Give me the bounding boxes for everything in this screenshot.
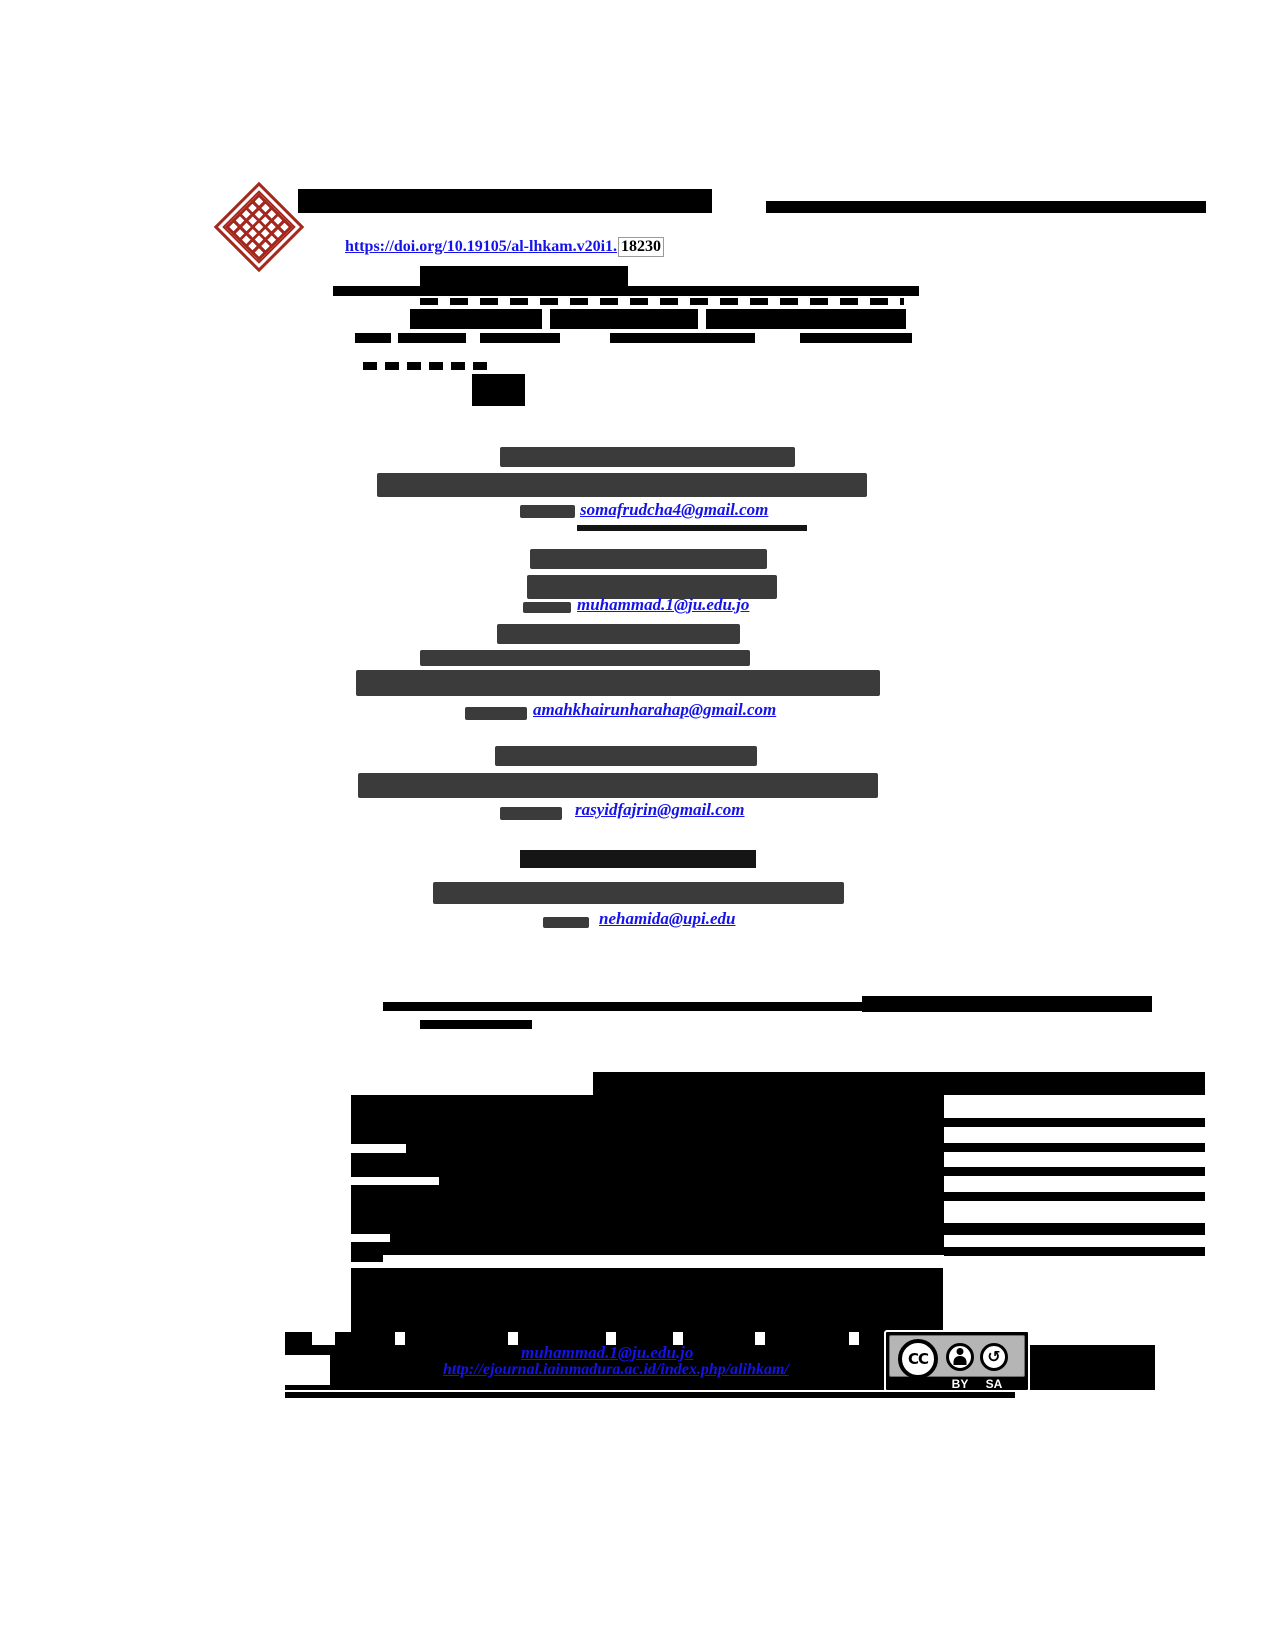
journal-url-link[interactable]: http://ejournal.iainmadura.ac.id/index.php/alihkam/ [443, 1361, 789, 1378]
sa-icon: ↺ [980, 1343, 1008, 1371]
redacted-affiliation-1 [377, 473, 867, 497]
redacted-sidebar-line [944, 1167, 1205, 1176]
redacted-affiliation-5 [433, 882, 844, 904]
redacted-title-bar [550, 309, 698, 329]
redacted-footer-note [351, 1268, 943, 1332]
author-email-1[interactable]: somafrudcha4@gmail.com [580, 500, 769, 519]
redacted-email-label-3 [465, 707, 527, 720]
redacted-footer-tab [351, 1255, 383, 1262]
redacted-subtitle-bar [800, 333, 912, 343]
redacted-footer-seg [335, 1332, 395, 1345]
redacted-affiliation-3b [356, 670, 880, 696]
redacted-line [333, 286, 919, 296]
redacted-email-label-4 [500, 807, 562, 820]
redacted-footer-seg [683, 1332, 755, 1345]
redacted-dashes [363, 362, 491, 370]
by-label: BY [951, 1377, 969, 1391]
redacted-sidebar-line [944, 1192, 1205, 1201]
journal-logo-kufic-icon [214, 182, 305, 273]
redacted-affiliation-4 [358, 773, 878, 798]
redacted-title-bar [410, 309, 542, 329]
doi-highlight: 18230 [618, 237, 664, 257]
redacted-subtitle-bar [355, 333, 391, 343]
redacted-line [383, 1002, 862, 1011]
redacted-title-bar [706, 309, 906, 329]
author-email-5[interactable]: nehamida@upi.edu [599, 909, 736, 928]
person-glyph [949, 1346, 971, 1368]
redacted-author-name-2 [530, 549, 767, 569]
redacted-author-name-3 [497, 624, 740, 644]
redacted-footer-seg [765, 1332, 849, 1345]
sa-label: SA [985, 1377, 1003, 1391]
redacted-block [472, 374, 525, 406]
redacted-email-label-5 [543, 917, 589, 928]
redacted-sidebar-line [944, 1118, 1205, 1127]
author-email-4[interactable]: rasyidfajrin@gmail.com [575, 800, 745, 819]
redacted-footer-seg [405, 1332, 508, 1345]
footer-contact-email[interactable]: muhammad.1@ju.edu.jo [521, 1343, 694, 1362]
redacted-sidebar-line [944, 1143, 1205, 1152]
redacted-footer-bottom-line [285, 1392, 1015, 1398]
author-email-2[interactable]: muhammad.1@ju.edu.jo [577, 595, 750, 614]
doi-link[interactable] [345, 237, 664, 257]
redacted-author-name-4 [495, 746, 757, 766]
redacted-email-label-2 [523, 602, 571, 613]
cc-by-sa-license-badge[interactable] [884, 1330, 1030, 1392]
author-email-3[interactable]: amahkhairunharahap@gmail.com [533, 700, 777, 719]
redacted-author-name-1 [500, 447, 795, 467]
cc-icon: CC [898, 1339, 938, 1379]
by-person-icon [946, 1343, 974, 1371]
redacted-email-label-1 [520, 505, 575, 518]
redacted-abstract-heading [593, 1072, 1205, 1095]
redacted-subtitle-bar [398, 333, 466, 343]
redacted-journal-title-bar [298, 189, 712, 213]
redacted-abstract-body [351, 1095, 944, 1255]
redacted-sidebar-line [944, 1247, 1205, 1256]
redacted-affiliation-3a [420, 650, 750, 666]
redacted-author-name-5 [520, 850, 756, 868]
doi-link-text: https://doi.org/10.19105/al-lhkam.v20i1. [345, 238, 618, 255]
redacted-line [862, 996, 1152, 1012]
redacted-author-name-2-top [577, 525, 807, 531]
redacted-footer-seg [285, 1332, 312, 1345]
redacted-header-right-bar [766, 201, 1206, 213]
redacted-title-dashes [420, 298, 904, 305]
redacted-line [420, 1020, 532, 1029]
redacted-subtitle-bar [610, 333, 755, 343]
abstract-gap [351, 1144, 406, 1153]
footer-gap [285, 1355, 330, 1385]
redacted-subtitle-bar [480, 333, 560, 343]
logo-pattern [222, 190, 296, 264]
redacted-sidebar-line [944, 1223, 1205, 1235]
abstract-gap [351, 1177, 439, 1185]
abstract-gap [351, 1234, 390, 1242]
